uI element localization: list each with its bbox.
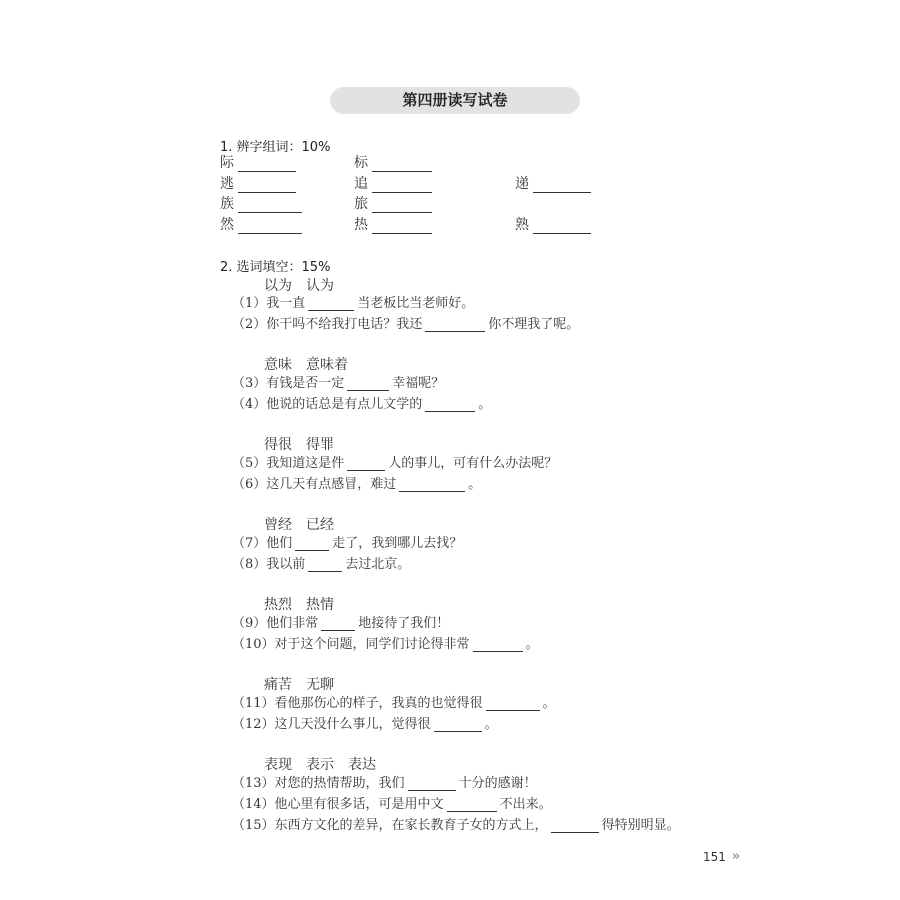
question-text-before: 他们 xyxy=(266,536,293,551)
question-text-after: 十分的感谢！ xyxy=(458,776,537,791)
question-text-before: 这几天有点感冒，难过 xyxy=(266,477,397,492)
word-options: 以为 认为 xyxy=(264,278,334,294)
question-text-before: 他说的话总是有点儿文学的 xyxy=(266,397,423,412)
question-item xyxy=(232,373,444,391)
word-char: 然 xyxy=(220,217,234,233)
word-char: 逃 xyxy=(220,176,234,192)
word-options: 意味 意味着 xyxy=(264,357,348,373)
question-text-after: 。 xyxy=(542,696,556,711)
question-item xyxy=(232,773,537,791)
question-text-before: 我以前 xyxy=(266,557,306,572)
word-char: 际 xyxy=(220,155,234,171)
answer-line xyxy=(372,178,432,193)
answer-line xyxy=(238,198,302,213)
word-item xyxy=(354,173,432,193)
section-1-heading: 1. 辨字组词：10% xyxy=(220,140,331,155)
question-number: （13） xyxy=(232,776,275,791)
question-text-before: 对于这个问题，同学们讨论得非常 xyxy=(274,637,470,652)
question-item xyxy=(232,453,557,471)
answer-line xyxy=(238,178,296,193)
question-text-after: 。 xyxy=(484,717,498,732)
question-item xyxy=(232,533,462,551)
word-options: 得很 得罪 xyxy=(264,437,334,453)
question-text-before: 有钱是否一定 xyxy=(266,376,345,391)
question-item xyxy=(232,554,410,572)
question-text-after: 。 xyxy=(468,477,482,492)
word-char: 递 xyxy=(515,176,529,192)
question-text-after: 。 xyxy=(478,397,492,412)
word-char: 熟 xyxy=(515,217,529,233)
question-text-before: 对您的热情帮助，我们 xyxy=(274,776,405,791)
answer-blank xyxy=(295,537,329,551)
answer-blank xyxy=(551,819,599,833)
answer-blank xyxy=(425,318,485,332)
word-item xyxy=(220,152,296,172)
word-item xyxy=(515,173,591,193)
question-number: （2） xyxy=(232,317,267,332)
answer-blank xyxy=(425,398,475,412)
question-item xyxy=(232,693,556,711)
word-options: 表现 表示 表达 xyxy=(264,757,376,773)
page-title: 第四册读写试卷 xyxy=(330,87,580,114)
word-item xyxy=(220,193,302,213)
question-text-before: 看他那伤心的样子，我真的也觉得很 xyxy=(274,696,483,711)
word-options: 痛苦 无聊 xyxy=(264,677,334,693)
word-char: 追 xyxy=(354,176,368,192)
page-number xyxy=(703,849,737,864)
question-item xyxy=(232,634,539,652)
word-char: 旅 xyxy=(354,196,368,212)
question-number: （5） xyxy=(232,456,267,471)
question-text-after: 走了，我到哪儿去找？ xyxy=(332,536,463,551)
question-text-after: 得特别明显。 xyxy=(601,818,680,833)
answer-blank xyxy=(321,617,355,631)
question-item xyxy=(232,394,491,412)
answer-blank xyxy=(486,697,540,711)
question-number: （6） xyxy=(232,477,267,492)
question-text-after: 人的事儿，可有什么办法呢？ xyxy=(388,456,558,471)
section-2-heading: 2. 选词填空：15% xyxy=(220,260,331,275)
word-item xyxy=(354,214,432,234)
question-number: （7） xyxy=(232,536,267,551)
question-number: （10） xyxy=(232,637,275,652)
question-item xyxy=(232,794,552,812)
word-options: 热烈 热情 xyxy=(264,597,334,613)
question-text-before: 他心里有很多话，可是用中文 xyxy=(274,797,444,812)
word-options: 曾经 已经 xyxy=(264,517,334,533)
answer-blank xyxy=(434,718,482,732)
word-item xyxy=(354,193,432,213)
question-item xyxy=(232,613,449,631)
answer-line xyxy=(238,219,302,234)
question-number: （15） xyxy=(232,818,275,833)
question-number: （4） xyxy=(232,397,267,412)
word-item xyxy=(220,214,302,234)
answer-blank xyxy=(408,777,456,791)
question-text-before: 我一直 xyxy=(266,296,306,311)
question-text-after: 你不理我了呢。 xyxy=(488,317,580,332)
question-text-after: 当老板比当老师好。 xyxy=(357,296,475,311)
answer-blank xyxy=(347,457,385,471)
answer-blank xyxy=(399,478,465,492)
question-number: （14） xyxy=(232,797,275,812)
question-item xyxy=(232,474,481,492)
word-item xyxy=(515,214,591,234)
answer-blank xyxy=(473,638,523,652)
answer-line xyxy=(238,157,296,172)
question-item xyxy=(232,293,474,311)
question-number: （3） xyxy=(232,376,267,391)
answer-blank xyxy=(447,798,497,812)
question-number: （8） xyxy=(232,557,267,572)
question-number: （1） xyxy=(232,296,267,311)
question-number: （11） xyxy=(232,696,275,711)
answer-blank xyxy=(308,297,354,311)
word-char: 标 xyxy=(354,155,368,171)
answer-line xyxy=(533,178,591,193)
question-text-before: 我知道这是件 xyxy=(266,456,345,471)
question-number: （12） xyxy=(232,717,275,732)
page-number-text: 151 xyxy=(703,849,726,864)
question-text-after: 不出来。 xyxy=(499,797,552,812)
question-number: （9） xyxy=(232,616,267,631)
answer-line xyxy=(372,219,432,234)
word-char: 热 xyxy=(354,217,368,233)
answer-line xyxy=(372,157,432,172)
question-text-before: 这几天没什么事儿，觉得很 xyxy=(274,717,431,732)
word-item xyxy=(354,152,432,172)
double-chevron-right-icon: » xyxy=(731,849,738,864)
answer-blank xyxy=(347,377,389,391)
question-text-after: 去过北京。 xyxy=(345,557,411,572)
question-text-after: 。 xyxy=(525,637,539,652)
word-char: 族 xyxy=(220,196,234,212)
answer-line xyxy=(533,219,591,234)
question-text-after: 地接待了我们！ xyxy=(358,616,450,631)
answer-line xyxy=(372,198,432,213)
answer-blank xyxy=(308,558,342,572)
question-item xyxy=(232,314,579,332)
word-item xyxy=(220,173,296,193)
question-item xyxy=(232,815,680,833)
question-text-after: 幸福呢？ xyxy=(392,376,445,391)
question-text-before: 你干吗不给我打电话？我还 xyxy=(266,317,423,332)
question-text-before: 他们非常 xyxy=(266,616,319,631)
question-text-before: 东西方文化的差异，在家长教育子女的方式上， xyxy=(274,818,548,833)
question-item xyxy=(232,714,498,732)
